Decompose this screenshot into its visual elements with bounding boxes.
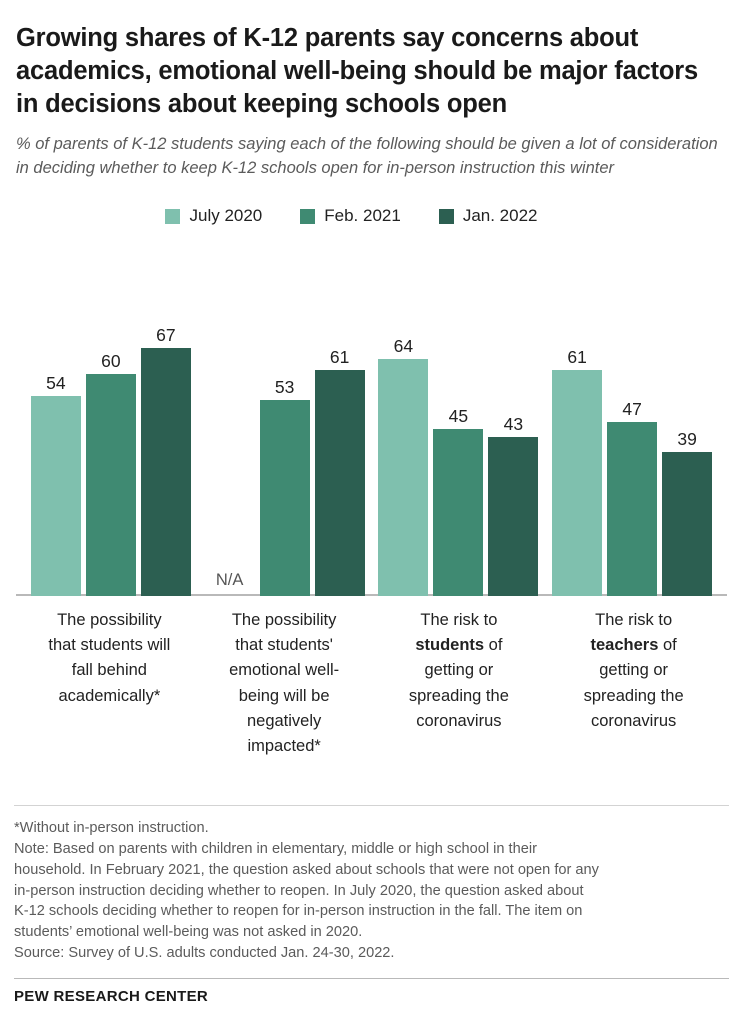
bar-group [198, 236, 372, 596]
category-label: The risk to teachers of getting or spreading the coronavirus [583, 611, 684, 730]
chart-subtitle: % of parents of K-12 students saying each of the following should be given a lot of consideration in deciding whether to keep K-12 schools open for in-person instruction this winter [16, 135, 718, 177]
bar-column[interactable] [488, 236, 538, 596]
bar[interactable] [552, 370, 602, 596]
legend-label: Feb. 2021 [324, 206, 401, 226]
bar[interactable] [488, 437, 538, 596]
legend-item[interactable] [300, 206, 401, 226]
bar-value-label: 47 [622, 398, 642, 419]
brand-label: PEW RESEARCH CENTER [14, 988, 209, 1005]
chart-plot-area [16, 236, 727, 596]
bar-column[interactable] [31, 236, 81, 596]
footnote-line: students’ emotional well-being was not asked in 2020. [14, 924, 363, 941]
bar-value-label: 67 [156, 324, 176, 345]
legend-item[interactable] [165, 206, 262, 226]
footnote [14, 818, 729, 943]
bar-column[interactable] [378, 236, 428, 596]
bar-column[interactable] [260, 236, 310, 596]
footnote-line: Note: Based on parents with children in elementary, middle or high school in their [14, 840, 537, 857]
bar-value-label: 39 [677, 428, 697, 449]
category-axis-labels [14, 608, 729, 758]
bar-value-label: 60 [101, 350, 121, 371]
bar-value-label: 45 [448, 405, 469, 426]
legend-swatch-icon [300, 209, 315, 224]
bar-column[interactable] [141, 236, 191, 596]
bar[interactable] [433, 429, 483, 596]
chart-legend [14, 206, 729, 226]
page-title: Growing shares of K-12 parents say concerns about academics, emotional well-being should be major factors in decisions about keeping schools open [16, 24, 698, 119]
bar-group [545, 236, 719, 596]
footer-divider-top [14, 805, 729, 806]
bar[interactable] [260, 400, 310, 596]
bar[interactable] [315, 370, 365, 596]
footnote-line: *Without in-person instruction. [14, 819, 209, 836]
category-label: The possibility that students will fall behind academically* [48, 611, 171, 705]
source-line: Source: Survey of U.S. adults conducted Jan. 24-30, 2022. [14, 945, 395, 962]
bar[interactable] [141, 348, 191, 596]
bar-group [24, 236, 198, 596]
legend-item[interactable] [439, 206, 538, 226]
bar[interactable] [607, 422, 657, 596]
bar-value-label: 54 [46, 372, 66, 393]
footer-divider-bottom [14, 978, 729, 979]
bar-value-label: 43 [503, 413, 524, 434]
legend-label: Jan. 2022 [462, 206, 538, 226]
bar-column[interactable] [315, 236, 365, 596]
bar-group [372, 236, 546, 596]
bar-column[interactable] [433, 236, 483, 596]
bar-value-label: 61 [329, 346, 350, 367]
legend-swatch-icon [439, 209, 454, 224]
bar[interactable] [86, 374, 136, 596]
footnote-line: in-person instruction deciding whether to reopen. In July 2020, the question asked about [14, 882, 584, 899]
chart-footer [14, 805, 729, 1005]
category-label: The possibility that students' emotional well- being will be negatively impacted* [229, 611, 340, 755]
legend-swatch-icon [165, 209, 180, 224]
bar[interactable] [662, 452, 712, 596]
bar-value-label: 61 [567, 346, 587, 367]
bar-column[interactable] [552, 236, 602, 596]
bar-column[interactable] [607, 236, 657, 596]
bar-value-label: 53 [274, 376, 295, 397]
footnote-line: household. In February 2021, the question asked about schools that were not open for any [14, 861, 599, 878]
bar-value-na: N/A [215, 570, 244, 589]
bar-column[interactable] [86, 236, 136, 596]
category-label: The risk to students of getting or spreading the coronavirus [408, 611, 509, 730]
bar-column[interactable] [205, 236, 255, 596]
bar-value-label: 64 [393, 335, 414, 356]
bar[interactable] [378, 359, 428, 596]
legend-label: July 2020 [189, 206, 263, 226]
bar-column[interactable] [662, 236, 712, 596]
footnote-line: K-12 schools deciding whether to reopen for in-person instruction in the fall. The item on [14, 903, 583, 920]
bar[interactable] [31, 396, 81, 596]
